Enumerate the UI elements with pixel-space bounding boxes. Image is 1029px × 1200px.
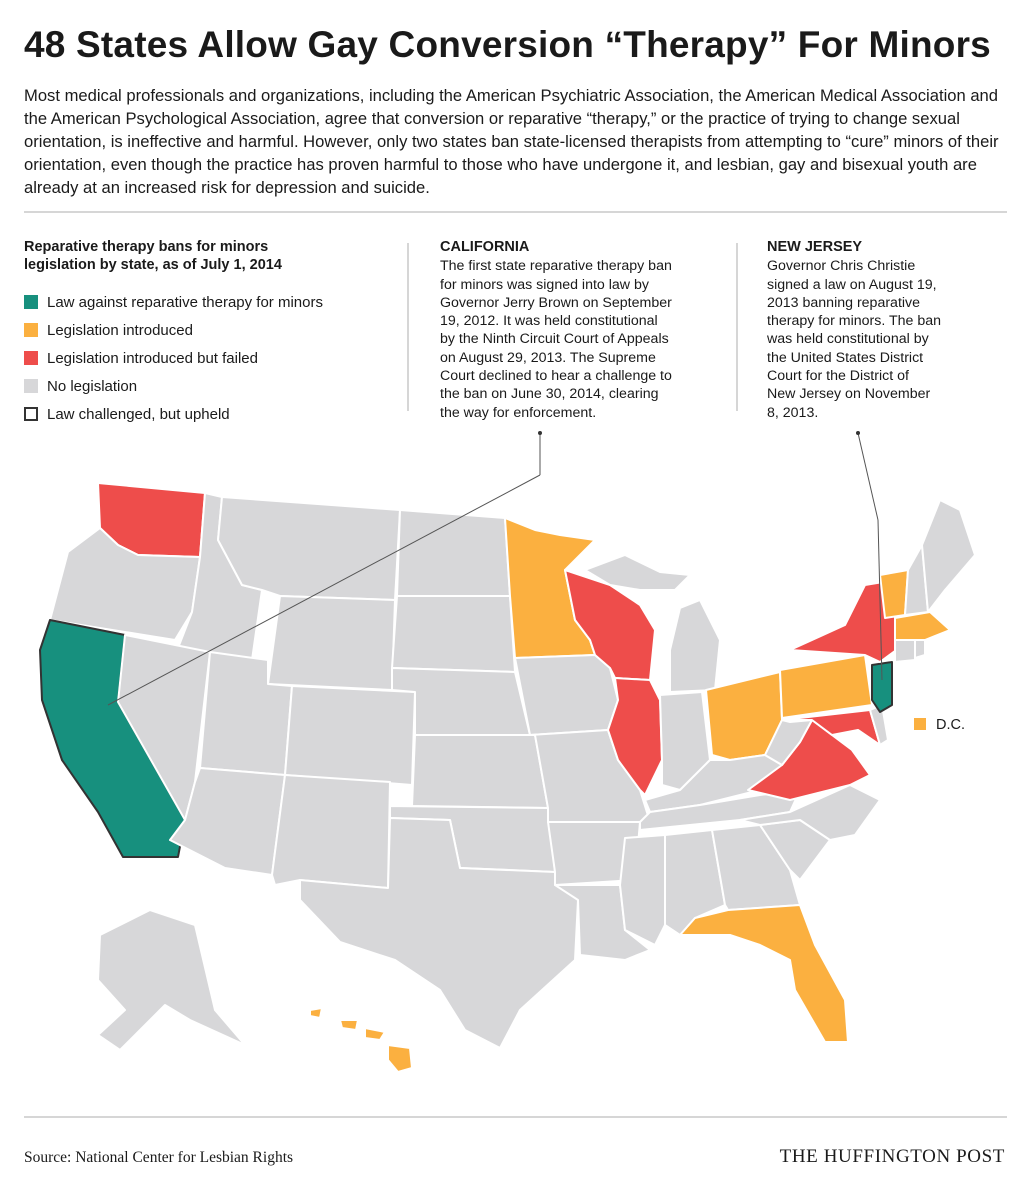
callout-heading: NEW JERSEY xyxy=(767,239,863,255)
legend-label: Law against reparative therapy for minors xyxy=(47,293,323,311)
state-KS xyxy=(412,735,548,808)
callout-line: therapy for minors. The ban xyxy=(767,313,942,330)
legend-title-line-1: Reparative therapy bans for minors xyxy=(24,239,269,255)
legend-swatch-challenged xyxy=(24,407,38,421)
legend-item-ban xyxy=(24,288,364,316)
state-ME xyxy=(922,500,975,612)
callout-line: the United States District xyxy=(767,349,924,366)
state-FL xyxy=(680,905,848,1042)
legend-title-line-2: legislation by state, as of July 1, 2014 xyxy=(24,257,282,273)
legend-swatch-ban xyxy=(24,295,38,309)
state-RI xyxy=(915,640,925,658)
callout-line: on August 29, 2013. The Supreme xyxy=(440,349,656,366)
state-SD xyxy=(392,596,515,672)
callout-line: New Jersey on November xyxy=(767,386,931,403)
callout-line: Governor Jerry Brown on September xyxy=(440,294,672,311)
state-PA xyxy=(780,655,872,718)
callout-line: for minors was signed into law by xyxy=(440,276,649,293)
legend-item-none xyxy=(24,372,364,400)
callout-new-jersey xyxy=(767,238,977,422)
legend-item-challenged xyxy=(24,400,364,428)
page-title: 48 States Allow Gay Conversion “Therapy” For Minors xyxy=(24,24,991,65)
callout-line: Court declined to hear a challenge to xyxy=(440,368,672,385)
callout-line: 19, 2012. It was held constitutional xyxy=(440,313,658,330)
state-AK xyxy=(98,910,245,1050)
nj-leader-dot xyxy=(856,431,860,435)
callout-line: Governor Chris Christie xyxy=(767,258,916,275)
state-MA xyxy=(895,612,950,640)
source-text: Source: National Center for Lesbian Rights xyxy=(24,1149,294,1166)
callout-heading: CALIFORNIA xyxy=(440,239,530,255)
dc-marker xyxy=(914,718,926,730)
state-CO xyxy=(285,686,415,785)
callout-divider-california xyxy=(407,243,409,411)
callout-line: was held constitutional by xyxy=(767,331,929,348)
legend-swatch-none xyxy=(24,379,38,393)
legend-item-introduced xyxy=(24,316,364,344)
legend-swatch-failed xyxy=(24,351,38,365)
intro-paragraph: Most medical professionals and organizations, including the American Psychiatric Association, the American Medical Association and the American Psychological Association, agree that conversion or reparative “therapy,” or the practice of trying to change sexual orientation, is ineffective and harmful. However, only two states ban state-licensed therapists from attempting to “cure” minors of their orientation, even though the practice has proven harmful to those who have undergone it, and lesbian, gay and bisexual youth are already at an increased risk for depression and suicide. xyxy=(24,86,999,197)
legend-title xyxy=(24,238,364,274)
brand-logo: THE HUFFINGTON POST xyxy=(779,1146,1005,1167)
top-divider xyxy=(24,211,1007,213)
state-MT xyxy=(218,497,400,600)
callout-line: the ban on June 30, 2014, clearing xyxy=(440,386,659,403)
legend-swatch-introduced xyxy=(24,323,38,337)
legend-label: Legislation introduced but failed xyxy=(47,349,258,367)
callout-line: Court for the District of xyxy=(767,368,909,385)
legend-label: Legislation introduced xyxy=(47,321,193,339)
state-HI xyxy=(310,1008,412,1072)
callout-line: by the Ninth Circuit Court of Appeals xyxy=(440,331,669,348)
legend-item-failed xyxy=(24,344,364,372)
state-MI xyxy=(670,600,720,692)
ca-leader-dot xyxy=(538,431,542,435)
legend-label: No legislation xyxy=(47,377,138,395)
legend-items xyxy=(24,288,364,428)
state-IA xyxy=(515,655,618,735)
legend-label: Law challenged, but upheld xyxy=(47,405,230,423)
callout-line: 8, 2013. xyxy=(767,404,819,421)
state-NM xyxy=(272,775,390,888)
bottom-divider xyxy=(24,1116,1007,1118)
callout-line: 2013 banning reparative xyxy=(767,294,921,311)
callout-line: the way for enforcement. xyxy=(440,404,597,421)
state-ND xyxy=(397,510,510,596)
callout-line: signed a law on August 19, xyxy=(767,276,937,293)
us-map xyxy=(0,425,1029,1115)
callout-california xyxy=(440,238,710,422)
legend xyxy=(24,238,364,428)
state-MS xyxy=(620,835,665,945)
nj-leader-line xyxy=(858,433,878,520)
callout-line: The first state reparative therapy ban xyxy=(440,258,672,275)
dc-label: D.C. xyxy=(936,717,965,733)
callout-divider-new-jersey xyxy=(736,243,738,411)
state-CT xyxy=(895,640,915,662)
state-VT xyxy=(880,570,908,618)
